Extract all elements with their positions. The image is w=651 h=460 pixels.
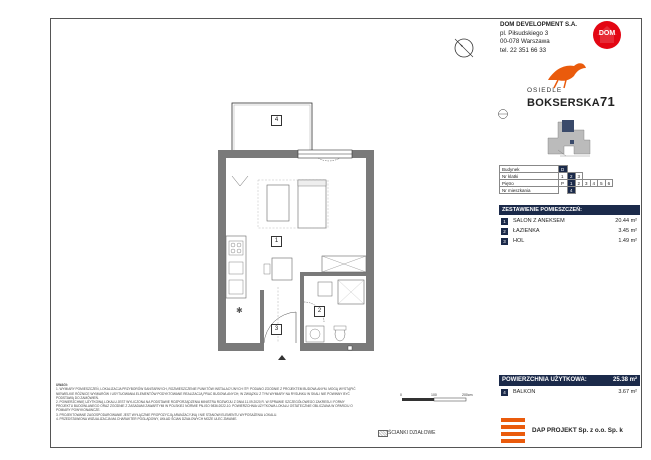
wall-top-right — [352, 150, 374, 158]
room-num: 4 — [501, 389, 508, 396]
wall-bottom-left — [218, 343, 264, 351]
washing-machine — [306, 326, 324, 342]
info-row-apartment — [500, 187, 613, 194]
company-name: DOM DEVELOPMENT S.A. — [500, 21, 578, 28]
info-label: Piętro — [500, 180, 559, 187]
estate-prefix: OSIEDLE — [527, 87, 563, 94]
scale-label-100: 100 — [431, 393, 437, 397]
company-info — [500, 21, 577, 55]
room-area: 3.67 m² — [618, 389, 637, 395]
estate-logo — [527, 57, 616, 109]
sofa — [298, 180, 326, 228]
info-table — [499, 165, 613, 194]
info-cell: 3 — [583, 180, 591, 187]
wall-bath-left — [300, 272, 304, 344]
key-plan-compass — [499, 110, 508, 119]
room-area: 20.44 m² — [615, 218, 637, 224]
usable-area-bar — [499, 375, 640, 386]
architect-name: DAP PROJEKT Sp. z o.o. Sp. k — [532, 427, 623, 434]
rooms-header: ZESTAWIENIE POMIESZCZEŃ: — [499, 205, 640, 215]
room-num: 3 — [501, 238, 508, 245]
info-cell: 4 — [568, 187, 576, 194]
info-cell: P — [559, 180, 568, 187]
compass — [455, 39, 473, 57]
plan-label-2: 2 — [314, 306, 325, 317]
plan-label-4: 4 — [271, 115, 282, 126]
info-cell: 1 — [568, 180, 576, 187]
estate-name-text: BOKSERSKA — [527, 97, 600, 109]
plan-label-3: 3 — [271, 324, 282, 335]
room-num: 2 — [501, 228, 508, 235]
dom-logo-text: DOM — [598, 30, 616, 37]
legend-text: ŚCIANKI DZIAŁOWE — [388, 430, 436, 436]
notes — [56, 383, 361, 422]
balcony-outline — [232, 103, 312, 153]
wall-hall — [260, 290, 264, 344]
info-label: Budynek — [500, 166, 559, 173]
info-label: Nr klatki — [500, 173, 559, 180]
scale-bar — [402, 398, 466, 401]
company-phone: tel. 22 351 66 33 — [500, 46, 547, 54]
room-row — [499, 237, 640, 246]
balcony-row — [499, 388, 640, 397]
info-cell: 6 — [605, 180, 613, 187]
info-row-floor — [500, 180, 613, 187]
notes-title: UWAGI: — [56, 383, 68, 387]
plan-label-1: 1 — [271, 236, 282, 247]
note-item: 1. WYMIARY POMIESZCZEŃ, LOKALIZACJA PRZYBORÓW SANITARNYCH, ROZMIESZCZENIE PUNKTÓW INSTALACYJNYCH ITP. PODANO ZGODNIE Z PROJEKTEM BUDOWLANYM. MOGĄ WYSTĄPIĆ NIEWIELKIE RÓŻNICE WYMIARÓW I USYTUOWANIA ELEMENTÓW PODYKTOWANE REALIZACJĄ PRAC BUDOWLANYCH; W ZWIĄZKU Z TYM WYMIARY NA RYSUNKU W SKALI NIE POWINNY BYĆ PODSTAWĄ DO ZAMÓWIEŃ. — [56, 387, 356, 400]
info-cell: 2 — [575, 180, 583, 187]
info-cell: 2 — [568, 173, 576, 180]
info-cell: 1 — [559, 173, 568, 180]
usable-area-value: 25.38 m² — [612, 377, 637, 383]
company-street: pl. Piłsudskiego 3 — [500, 29, 549, 37]
dining-table — [272, 258, 292, 280]
coffee-table — [267, 185, 289, 221]
key-plan — [530, 110, 610, 162]
info-cell: 3 — [575, 173, 583, 180]
usable-area-label: POWIERZCHNIA UŻYTKOWA: — [502, 377, 587, 383]
info-cell: D — [559, 166, 568, 173]
wall-bottom-right — [300, 343, 374, 351]
note-item: 3. PROJEKTOWANE ZAGOSPODAROWANIE JEST WYŁĄCZNIE PROPOZYCJĄ ARANŻACYJNĄ I NIE STANOWI ELEMENTU WYPOSAŻENIA LOKALU. — [56, 412, 278, 417]
room-row — [499, 217, 640, 226]
scale-label-200: 200cm — [462, 393, 473, 397]
washbasin — [318, 282, 332, 296]
dap-logo — [501, 418, 525, 443]
info-cell: 4 — [590, 180, 598, 187]
room-name: BALKON — [513, 389, 536, 395]
note-item: 2. POWIERZCHNIĘ UŻYTKOWĄ LOKALU JEST WYLICZONA NA PODSTAWIE ROZPORZĄDZENIA MINISTRA ROZWOJU Z DNIA 11.09.2020 R. W SPRAWIE SZCZEGÓŁOWEGO ZAKRESU I FORMY PROJEKTU BUDOWLANEGO ORAZ ZGODNIE Z ZASADAMI ZAWARTYMI W POLSKIEJ NORMIE PN-ISO 9836:2022-10. POWIERZCHNIA UŻYTKOWA LOKALU OSTATECZNIE OBLICZANA W OPARCIU O POMIARY POWYKONAWCZE. — [56, 400, 353, 413]
info-cell: 5 — [598, 180, 606, 187]
company-city: 00-078 Warszawa — [500, 38, 550, 46]
info-cell-spacer — [559, 187, 568, 194]
legend-swatch — [378, 430, 388, 437]
room-area: 3.45 m² — [618, 228, 637, 234]
wall-bath-top — [300, 272, 368, 276]
room-name: ŁAZIENKA — [513, 228, 540, 234]
info-label: Nr mieszkania — [500, 187, 559, 194]
info-row-building — [500, 166, 613, 173]
svg-text:✱: ✱ — [236, 306, 243, 315]
scale-label-0: 0 — [400, 393, 402, 397]
dom-logo — [592, 20, 622, 50]
room-row — [499, 227, 640, 236]
info-row-staircase — [500, 173, 613, 180]
room-name: SALON Z ANEKSEM — [513, 218, 565, 224]
room-name: HOL — [513, 238, 525, 244]
note-item: 4. PRZEDSTAWIONA WIZUALIZACJA MA CHARAKTER POGLĄDOWY, UKŁAD ŚCIAN DZIAŁOWYCH MOŻE ULEC ZMIANIE. — [56, 417, 238, 422]
wall-right — [366, 150, 374, 350]
wall-left — [218, 150, 226, 350]
entrance-arrow — [278, 355, 286, 360]
estate-number: 71 — [600, 94, 616, 109]
wall-top-left — [218, 150, 298, 158]
room-area: 1.49 m² — [618, 238, 637, 244]
estate-name — [527, 94, 615, 109]
room-num: 1 — [501, 218, 508, 225]
